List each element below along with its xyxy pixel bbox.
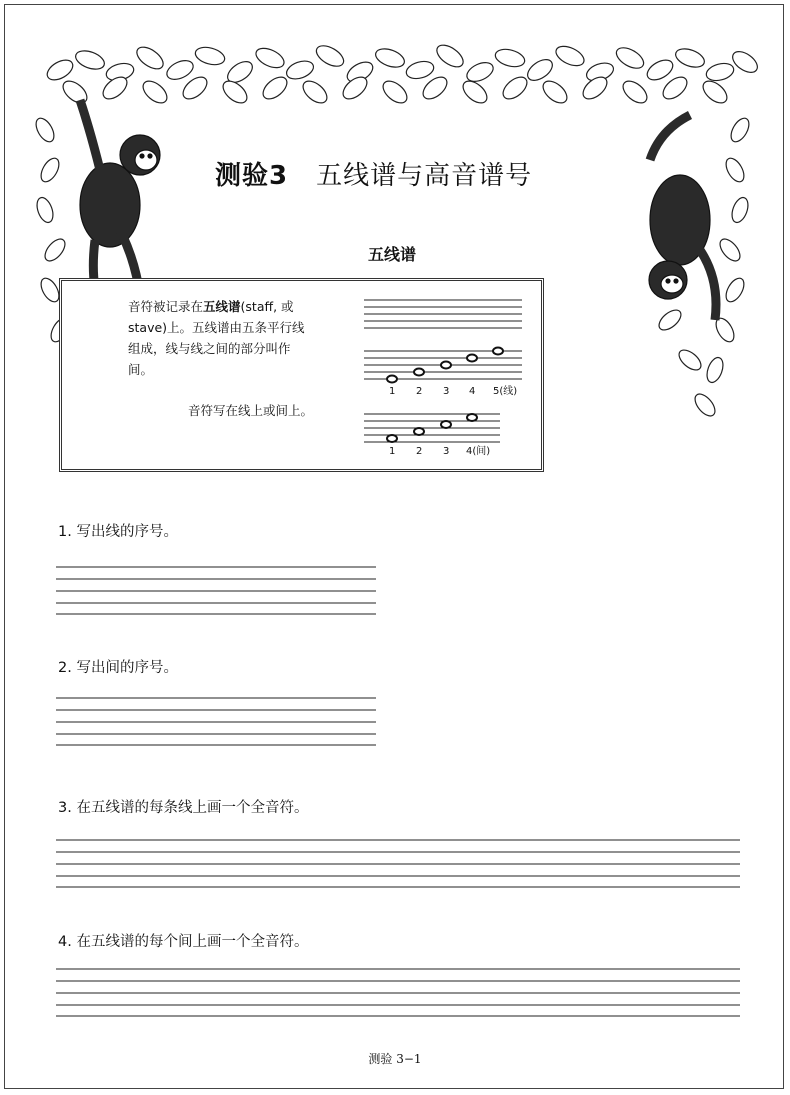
test-number: 测验3 <box>215 161 289 191</box>
answer-staff-4[interactable] <box>56 964 742 1020</box>
question-2: 2. 写出间的序号。 <box>58 660 178 676</box>
answer-staff-2[interactable] <box>56 693 378 749</box>
answer-staff-1[interactable] <box>56 562 378 618</box>
question-1: 1. 写出线的序号。 <box>58 524 178 540</box>
whole-note-space-4 <box>467 414 477 421</box>
space-number-2: 2 <box>416 446 423 457</box>
space-number-4: 4(间) <box>466 446 491 457</box>
intro-part1: 音符被记录在 <box>128 299 204 314</box>
answer-staff-3[interactable] <box>56 835 742 891</box>
whole-note-line-4 <box>467 355 477 362</box>
whole-note-space-2 <box>414 428 424 435</box>
line-number-3: 3 <box>443 386 450 397</box>
line-number-5: 5(线) <box>493 386 518 397</box>
space-number-1: 1 <box>389 446 396 457</box>
whole-note-space-3 <box>441 421 451 428</box>
section-subtitle: 五线谱 <box>368 245 417 264</box>
intro-bold-term: 五线谱 <box>203 299 241 314</box>
intro-note: 音符写在线上或间上。 <box>188 403 314 418</box>
question-3: 3. 在五线谱的每条线上画一个全音符。 <box>58 800 309 816</box>
space-number-3: 3 <box>443 446 450 457</box>
test-topic: 五线谱与高音谱号 <box>316 161 533 191</box>
intro-text <box>128 296 308 380</box>
line-number-2: 2 <box>416 386 423 397</box>
line-number-1: 1 <box>389 386 396 397</box>
whole-note-line-1 <box>387 376 397 383</box>
page-footer: 测验 3−1 <box>368 1052 422 1066</box>
intro-part2: (staff, 或stave)上。五线谱由五条平行线组成，线与线之间的部分叫作间。 <box>128 299 305 377</box>
whole-note-space-1 <box>387 435 397 442</box>
page-title <box>215 155 615 192</box>
question-4: 4. 在五线谱的每个间上画一个全音符。 <box>58 934 309 950</box>
whole-note-line-5 <box>493 348 503 355</box>
line-number-4: 4 <box>469 386 476 397</box>
whole-note-line-3 <box>441 362 451 369</box>
whole-note-line-2 <box>414 369 424 376</box>
staff-diagram <box>362 292 527 457</box>
